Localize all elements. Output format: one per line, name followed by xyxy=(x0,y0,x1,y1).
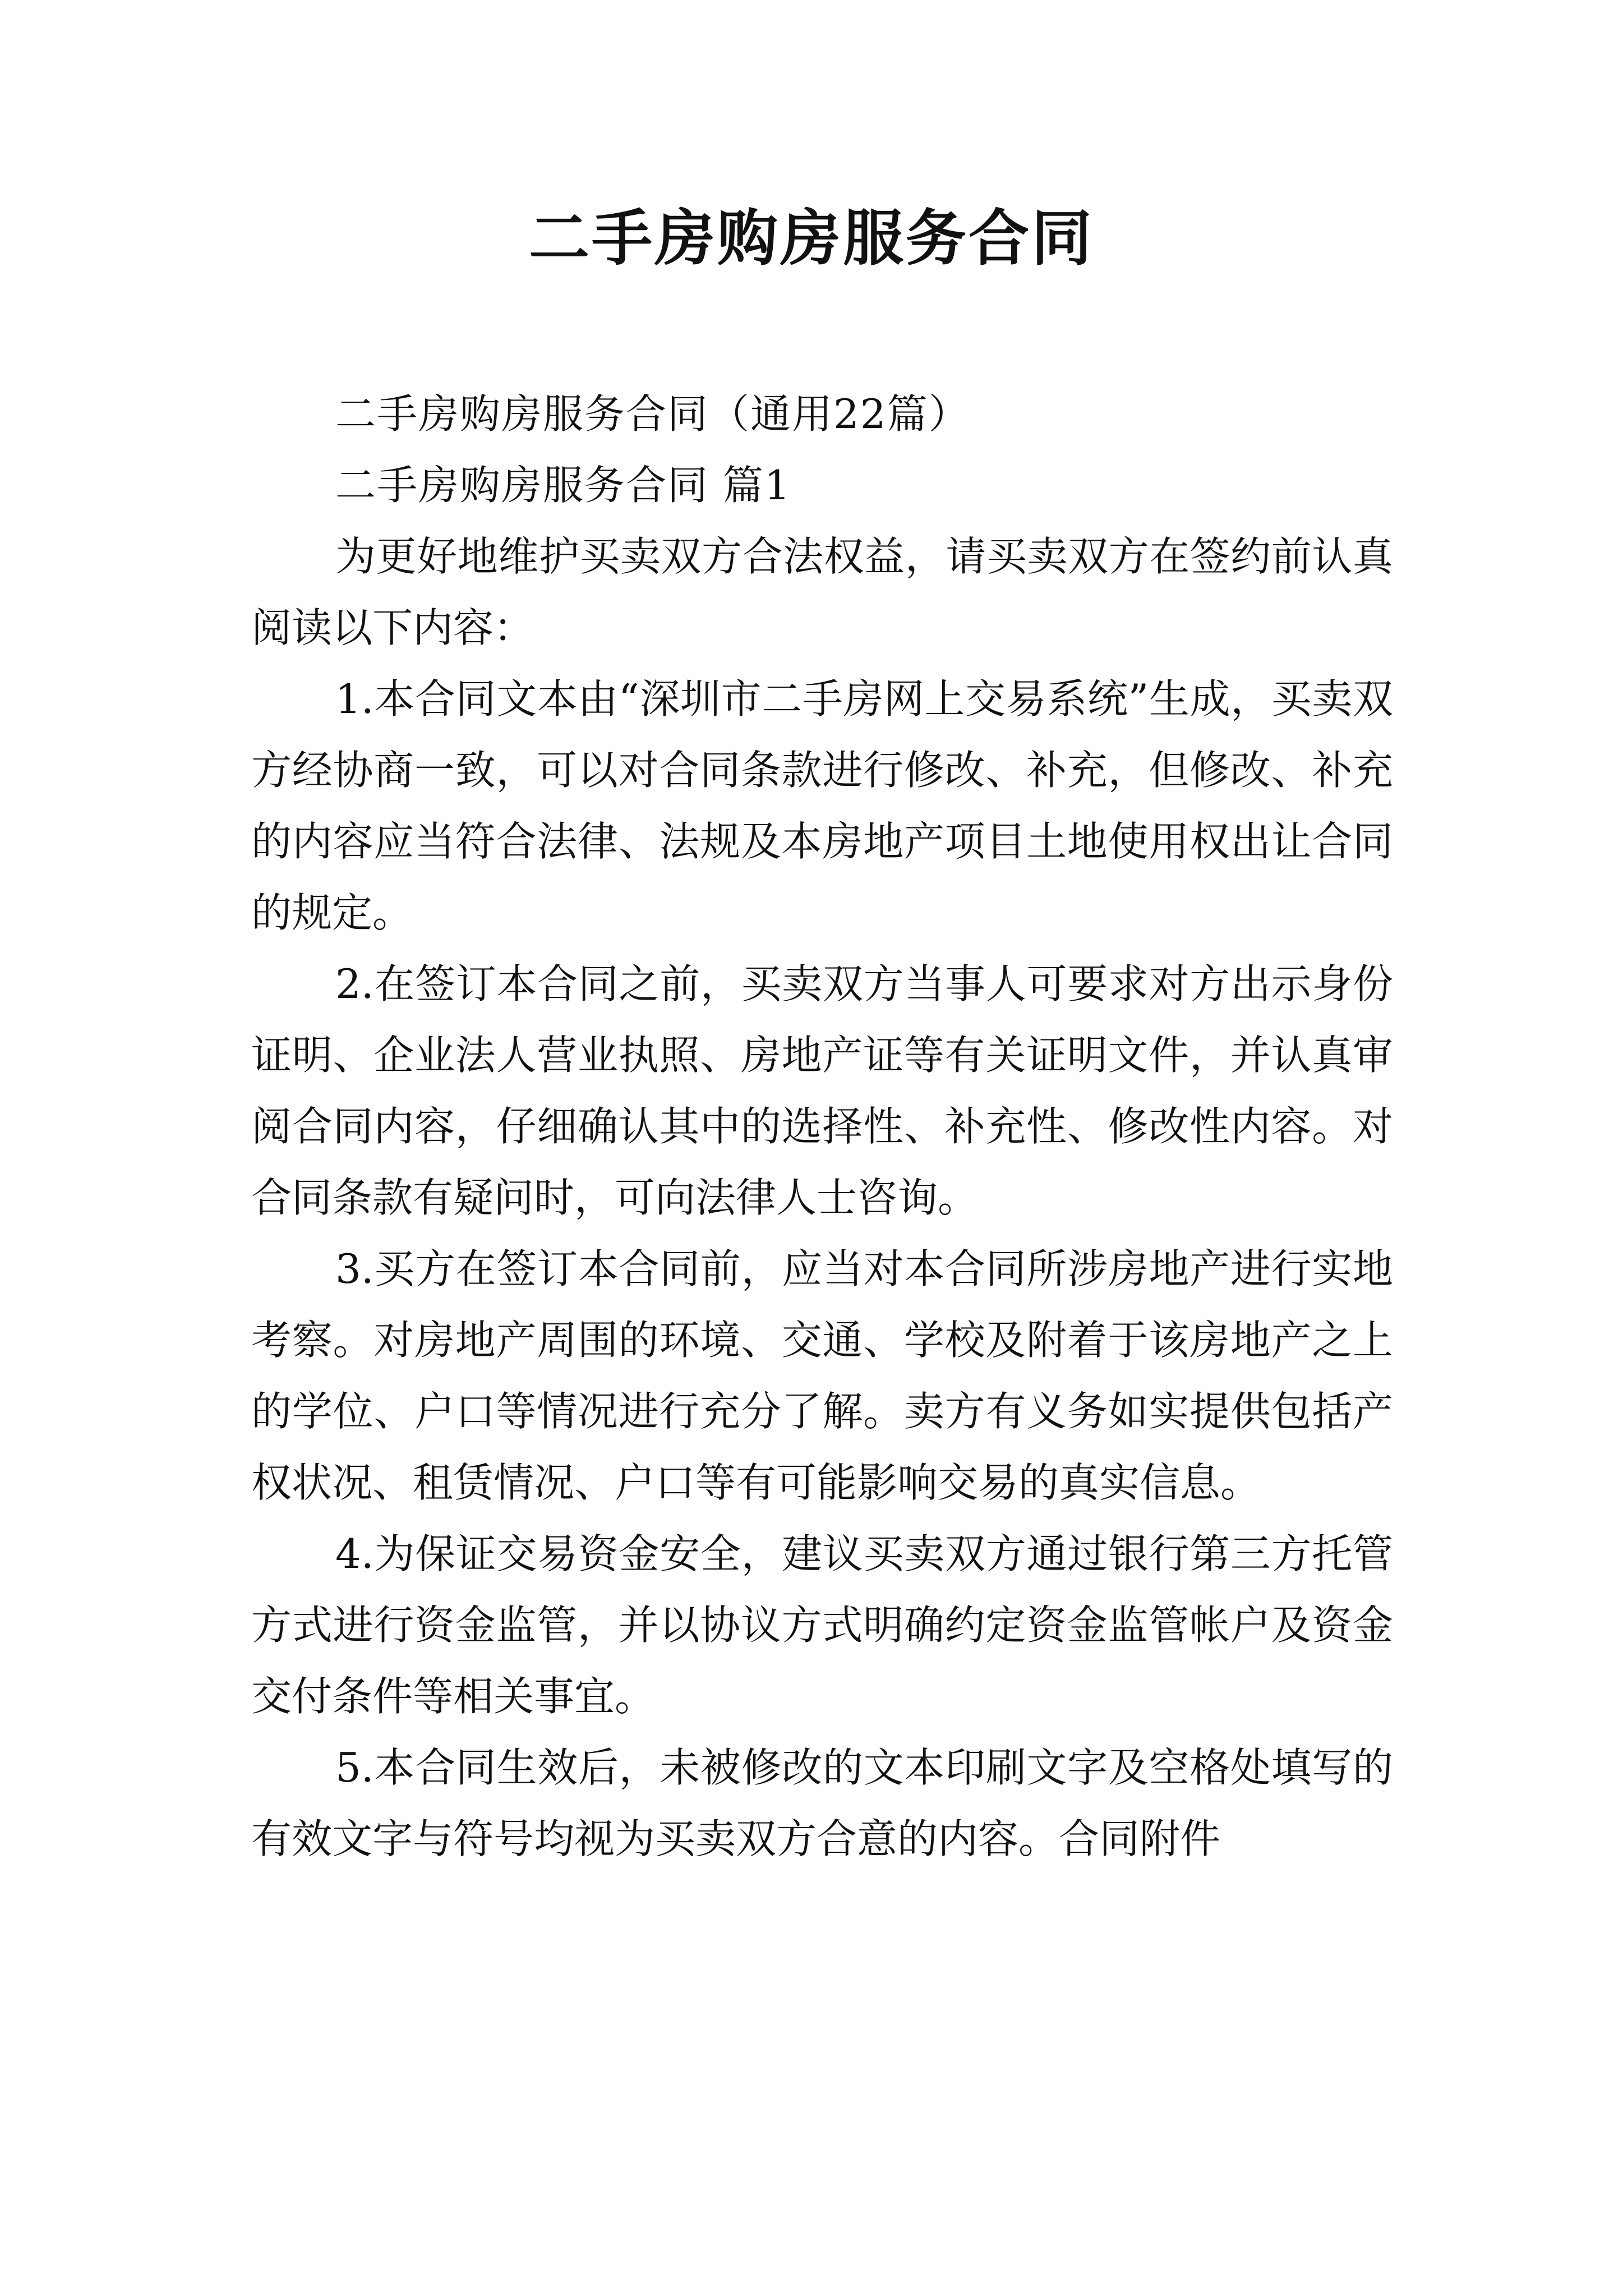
paragraph-intro: 为更好地维护买卖双方合法权益，请买卖双方在签约前认真阅读以下内容： xyxy=(251,533,1393,651)
paragraph-item-1: 1.本合同文本由“深圳市二手房网上交易系统”生成，买卖双方经协商一致，可以对合同条款进行修改、补充，但修改、补充的内容应当符合法律、法规及本房地产项目土地使用权出让合同的规定。 xyxy=(251,675,1393,936)
document-body xyxy=(251,379,1393,1875)
paragraph-item-5: 5.本合同生效后，未被修改的文本印刷文字及空格处填写的有效文字与符号均视为买卖双方合意的内容。合同附件 xyxy=(251,1744,1393,1862)
paragraph-item-4: 4.为保证交易资金安全，建议买卖双方通过银行第三方托管方式进行资金监管，并以协议方式明确约定资金监管帐户及资金交付条件等相关事宜。 xyxy=(251,1530,1393,1720)
paragraph-item-3: 3.买方在签订本合同前，应当对本合同所涉房地产进行实地考察。对房地产周围的环境、交通、学校及附着于该房地产之上的学位、户口等情况进行充分了解。卖方有义务如实提供包括产权状况、租赁情况、户口等有可能影响交易的真实信息。 xyxy=(251,1245,1393,1506)
paragraph-item-2: 2.在签订本合同之前，买卖双方当事人可要求对方出示身份证明、企业法人营业执照、房地产证等有关证明文件，并认真审阅合同内容，仔细确认其中的选择性、补充性、修改性内容。对合同条款有疑问时，可向法律人士咨询。 xyxy=(251,960,1393,1221)
paragraph-subtitle: 二手房购房服务合同（通用22篇） xyxy=(335,390,970,438)
paragraph-section-heading: 二手房购房服务合同 篇1 xyxy=(335,462,791,509)
document-title: 二手房购房服务合同 xyxy=(528,203,1094,274)
